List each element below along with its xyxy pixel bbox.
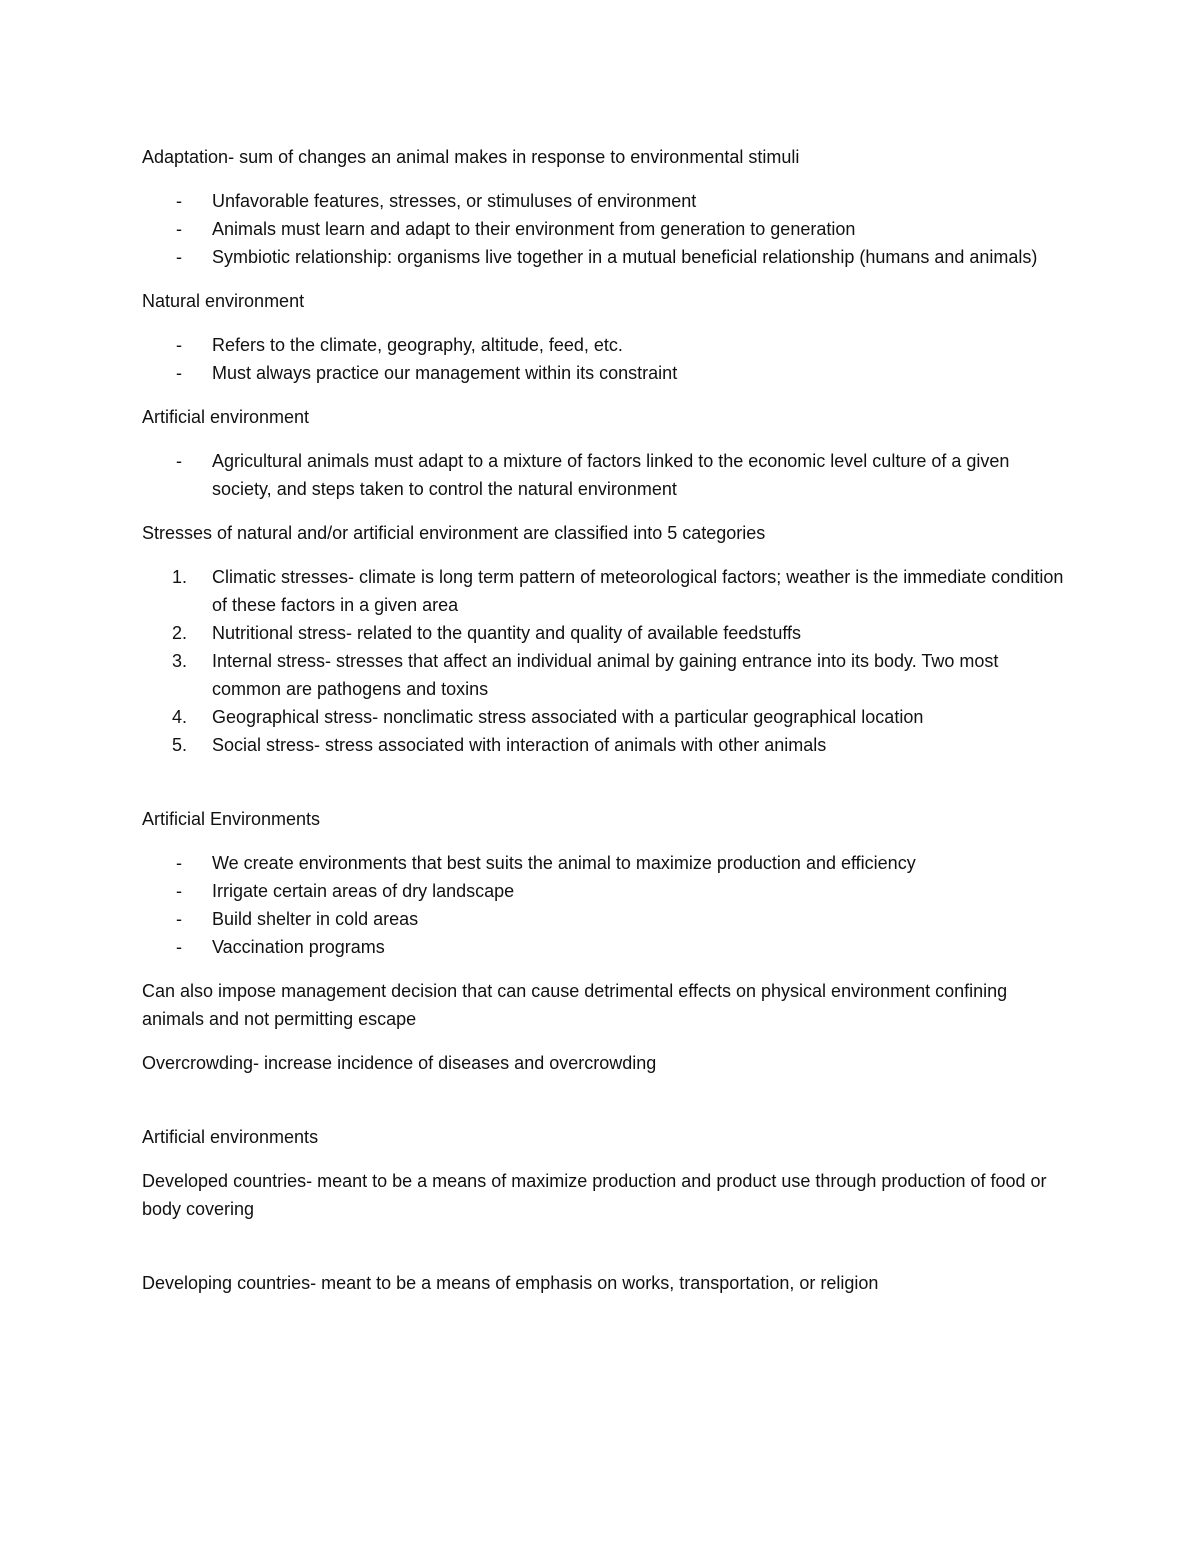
dash-bullet-icon: -	[176, 451, 182, 471]
stress-category-text: Climatic stresses- climate is long term pattern of meteorological factors; weather is the immediate condition of these factors in a given area	[212, 567, 1064, 615]
bullet-text: Agricultural animals must adapt to a mixture of factors linked to the economic level culture of a given society, and steps taken to control the natural environment	[212, 451, 1010, 499]
artificial-environments-heading: Artificial Environments	[142, 809, 321, 829]
stress-category-item	[142, 647, 1072, 703]
dash-bullet-icon: -	[176, 909, 182, 929]
overcrowding-note: Overcrowding- increase incidence of diseases and overcrowding	[142, 1053, 657, 1073]
stress-category-text: Social stress- stress associated with interaction of animals with other animals	[212, 735, 827, 755]
artificial-environments-bullet-item	[142, 905, 1072, 933]
spacer	[142, 1239, 1072, 1269]
stresses-heading: Stresses of natural and/or artificial environment are classified into 5 categories	[142, 523, 766, 543]
dash-bullet-icon: -	[176, 335, 182, 355]
adaptation-bullet-item	[142, 215, 1072, 243]
adaptation-bullet-list	[142, 187, 1072, 271]
dash-bullet-icon: -	[176, 881, 182, 901]
list-number: 1.	[172, 567, 188, 587]
dash-bullet-icon: -	[176, 363, 182, 383]
spacer	[142, 775, 1072, 805]
adaptation-bullet-item	[142, 187, 1072, 215]
stresses-numbered-list	[142, 563, 1072, 759]
artificial-environments-subheading: Artificial environments	[142, 1127, 319, 1147]
bullet-text: Build shelter in cold areas	[212, 909, 419, 929]
artificial-environments-bullet-item	[142, 933, 1072, 961]
bullet-text: Must always practice our management within its constraint	[212, 363, 678, 383]
artificial-environments-bullet-item	[142, 849, 1072, 877]
stress-category-text: Geographical stress- nonclimatic stress associated with a particular geographical location	[212, 707, 924, 727]
bullet-text: We create environments that best suits the animal to maximize production and efficiency	[212, 853, 916, 873]
list-number: 2.	[172, 623, 188, 643]
adaptation-bullet-item	[142, 243, 1072, 271]
stress-category-text: Internal stress- stresses that affect an individual animal by gaining entrance into its body. Two most common are pathogens and toxins	[212, 651, 999, 699]
artificial-environment-bullet-item	[142, 447, 1072, 503]
natural-environment-bullet-list	[142, 331, 1072, 387]
dash-bullet-icon: -	[176, 937, 182, 957]
natural-environment-bullet-item	[142, 331, 1072, 359]
stress-category-item	[142, 563, 1072, 619]
bullet-text: Symbiotic relationship: organisms live together in a mutual beneficial relationship (humans and animals)	[212, 247, 1038, 267]
stress-category-item	[142, 731, 1072, 759]
developed-countries-paragraph: Developed countries- meant to be a means of maximize production and product use through production of food or body covering	[142, 1171, 1047, 1219]
spacer	[142, 1093, 1072, 1123]
artificial-environments-bullet-item	[142, 877, 1072, 905]
bullet-text: Vaccination programs	[212, 937, 385, 957]
dash-bullet-icon: -	[176, 191, 182, 211]
list-number: 3.	[172, 651, 188, 671]
bullet-text: Refers to the climate, geography, altitude, feed, etc.	[212, 335, 623, 355]
developing-countries-paragraph: Developing countries- meant to be a means of emphasis on works, transportation, or religion	[142, 1273, 879, 1293]
list-number: 4.	[172, 707, 188, 727]
bullet-text: Unfavorable features, stresses, or stimuluses of environment	[212, 191, 697, 211]
artificial-environment-heading: Artificial environment	[142, 407, 310, 427]
natural-environment-heading: Natural environment	[142, 291, 305, 311]
dash-bullet-icon: -	[176, 219, 182, 239]
natural-environment-bullet-item	[142, 359, 1072, 387]
dash-bullet-icon: -	[176, 853, 182, 873]
stress-category-item	[142, 703, 1072, 731]
adaptation-heading: Adaptation- sum of changes an animal makes in response to environmental stimuli	[142, 147, 800, 167]
dash-bullet-icon: -	[176, 247, 182, 267]
artificial-environment-bullet-list	[142, 447, 1072, 503]
artificial-environments-bullet-list	[142, 849, 1072, 961]
document-content	[142, 143, 1072, 1313]
stress-category-item	[142, 619, 1072, 647]
bullet-text: Animals must learn and adapt to their environment from generation to generation	[212, 219, 856, 239]
list-number: 5.	[172, 735, 188, 755]
stress-category-text: Nutritional stress- related to the quantity and quality of available feedstuffs	[212, 623, 802, 643]
bullet-text: Irrigate certain areas of dry landscape	[212, 881, 515, 901]
management-note: Can also impose management decision that can cause detrimental effects on physical environment confining animals and not permitting escape	[142, 981, 1008, 1029]
